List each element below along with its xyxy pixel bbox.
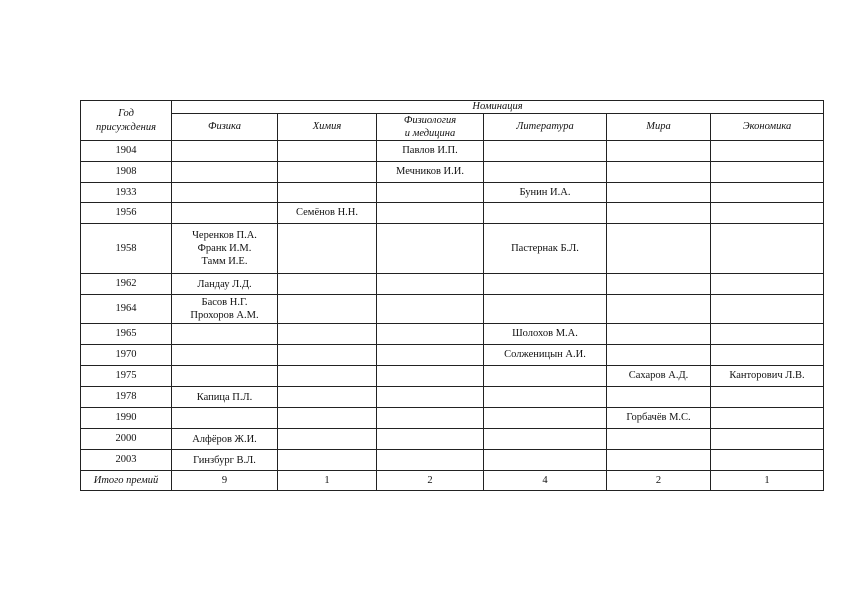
physics-cell <box>172 295 278 324</box>
peace-cell <box>607 324 711 345</box>
chemistry-cell <box>278 387 377 408</box>
nomination-header: Номинация <box>172 101 824 114</box>
peace-cell <box>607 450 711 471</box>
economics-cell <box>711 387 824 408</box>
peace-cell <box>607 183 711 203</box>
total-chemistry: 1 <box>278 471 377 491</box>
literature-cell: Шолохов М.А. <box>484 324 607 345</box>
physics-cell <box>172 141 278 162</box>
chemistry-cell <box>278 162 377 183</box>
table-row <box>81 295 824 324</box>
economics-cell <box>711 183 824 203</box>
peace-cell: Горбачёв М.С. <box>607 408 711 429</box>
medicine-cell <box>377 429 484 450</box>
medicine-column-header <box>377 114 484 141</box>
medicine-cell: Мечников И.И. <box>377 162 484 183</box>
economics-cell <box>711 345 824 366</box>
physics-cell <box>172 274 278 295</box>
year-cell: 1978 <box>81 387 172 408</box>
medicine-cell <box>377 274 484 295</box>
chemistry-column-header: Химия <box>278 114 377 141</box>
table-row <box>81 450 824 471</box>
total-economics: 1 <box>711 471 824 491</box>
peace-cell <box>607 345 711 366</box>
laureate-name: Капица П.Л. <box>196 391 253 403</box>
year-cell: 1904 <box>81 141 172 162</box>
economics-cell: Канторович Л.В. <box>711 366 824 387</box>
literature-cell <box>484 408 607 429</box>
medicine-cell <box>377 224 484 274</box>
literature-cell <box>484 203 607 224</box>
chemistry-cell <box>278 183 377 203</box>
medicine-cell <box>377 183 484 203</box>
medicine-cell <box>377 408 484 429</box>
laureate-name: Ландау Л.Д. <box>197 278 252 290</box>
table-row <box>81 141 824 162</box>
laureate-name: Тамм И.Е. <box>201 256 248 267</box>
table-body <box>81 141 824 471</box>
physics-column-header: Физика <box>172 114 278 141</box>
chemistry-cell <box>278 366 377 387</box>
literature-cell <box>484 387 607 408</box>
peace-cell <box>607 387 711 408</box>
physics-cell <box>172 408 278 429</box>
literature-cell <box>484 162 607 183</box>
literature-cell: Бунин И.А. <box>484 183 607 203</box>
totals-row <box>81 471 824 491</box>
chemistry-cell <box>278 324 377 345</box>
economics-cell <box>711 141 824 162</box>
economics-cell <box>711 429 824 450</box>
table-row <box>81 162 824 183</box>
literature-cell <box>484 274 607 295</box>
economics-cell <box>711 450 824 471</box>
year-header-line1: Год <box>118 107 134 119</box>
chemistry-cell <box>278 274 377 295</box>
year-cell: 1908 <box>81 162 172 183</box>
chemistry-cell <box>278 408 377 429</box>
economics-cell <box>711 162 824 183</box>
year-cell: 1965 <box>81 324 172 345</box>
peace-cell <box>607 295 711 324</box>
year-cell: 2000 <box>81 429 172 450</box>
table-row <box>81 224 824 274</box>
medicine-header-line1: Физиология <box>403 115 457 126</box>
economics-cell <box>711 408 824 429</box>
year-cell: 1956 <box>81 203 172 224</box>
table-row <box>81 324 824 345</box>
year-cell: 1990 <box>81 408 172 429</box>
year-cell: 1964 <box>81 295 172 324</box>
year-cell: 2003 <box>81 450 172 471</box>
literature-cell <box>484 366 607 387</box>
economics-column-header: Экономика <box>711 114 824 141</box>
total-literature: 4 <box>484 471 607 491</box>
economics-cell <box>711 324 824 345</box>
chemistry-cell <box>278 295 377 324</box>
physics-cell <box>172 224 278 274</box>
table-row <box>81 387 824 408</box>
medicine-cell <box>377 387 484 408</box>
year-cell: 1975 <box>81 366 172 387</box>
medicine-cell <box>377 450 484 471</box>
table-row <box>81 345 824 366</box>
laureate-name: Гинзбург В.Л. <box>193 454 256 466</box>
physics-cell <box>172 183 278 203</box>
medicine-cell <box>377 203 484 224</box>
total-medicine: 2 <box>377 471 484 491</box>
economics-cell <box>711 274 824 295</box>
economics-cell <box>711 295 824 324</box>
year-column-header <box>81 101 172 141</box>
chemistry-cell: Семёнов Н.Н. <box>278 203 377 224</box>
laureate-name: Басов Н.Г. <box>201 297 248 308</box>
total-physics: 9 <box>172 471 278 491</box>
peace-column-header: Мира <box>607 114 711 141</box>
medicine-cell <box>377 324 484 345</box>
literature-cell: Пастернак Б.Л. <box>484 224 607 274</box>
laureate-name: Прохоров А.М. <box>190 310 259 321</box>
physics-cell <box>172 366 278 387</box>
medicine-cell <box>377 366 484 387</box>
physics-cell <box>172 429 278 450</box>
economics-cell <box>711 224 824 274</box>
chemistry-cell <box>278 345 377 366</box>
year-cell: 1933 <box>81 183 172 203</box>
physics-cell <box>172 450 278 471</box>
year-header-line2: присуждения <box>96 121 156 133</box>
medicine-cell <box>377 345 484 366</box>
medicine-cell <box>377 295 484 324</box>
table-row <box>81 408 824 429</box>
physics-cell <box>172 162 278 183</box>
nobel-laureates-table <box>80 100 824 491</box>
literature-column-header: Литература <box>484 114 607 141</box>
medicine-cell: Павлов И.П. <box>377 141 484 162</box>
peace-cell <box>607 162 711 183</box>
laureate-name: Алфёров Ж.И. <box>192 433 257 445</box>
literature-cell <box>484 429 607 450</box>
chemistry-cell <box>278 429 377 450</box>
economics-cell <box>711 203 824 224</box>
chemistry-cell <box>278 450 377 471</box>
medicine-header-line2: и медицина <box>404 128 456 139</box>
year-cell: 1962 <box>81 274 172 295</box>
year-cell: 1958 <box>81 224 172 274</box>
table-row <box>81 183 824 203</box>
peace-cell <box>607 203 711 224</box>
literature-cell <box>484 295 607 324</box>
chemistry-cell <box>278 224 377 274</box>
chemistry-cell <box>278 141 377 162</box>
peace-cell <box>607 224 711 274</box>
physics-cell <box>172 203 278 224</box>
literature-cell <box>484 141 607 162</box>
physics-cell <box>172 387 278 408</box>
physics-cell <box>172 345 278 366</box>
totals-label: Итого премий <box>81 471 172 491</box>
literature-cell: Солженицын А.И. <box>484 345 607 366</box>
peace-cell <box>607 141 711 162</box>
peace-cell <box>607 429 711 450</box>
table-row <box>81 203 824 224</box>
literature-cell <box>484 450 607 471</box>
table-row <box>81 429 824 450</box>
table-row <box>81 274 824 295</box>
laureate-name: Черенков П.А. <box>192 230 257 241</box>
peace-cell: Сахаров А.Д. <box>607 366 711 387</box>
year-cell: 1970 <box>81 345 172 366</box>
table-row <box>81 366 824 387</box>
peace-cell <box>607 274 711 295</box>
total-peace: 2 <box>607 471 711 491</box>
physics-cell <box>172 324 278 345</box>
laureate-name: Франк И.М. <box>197 243 252 254</box>
